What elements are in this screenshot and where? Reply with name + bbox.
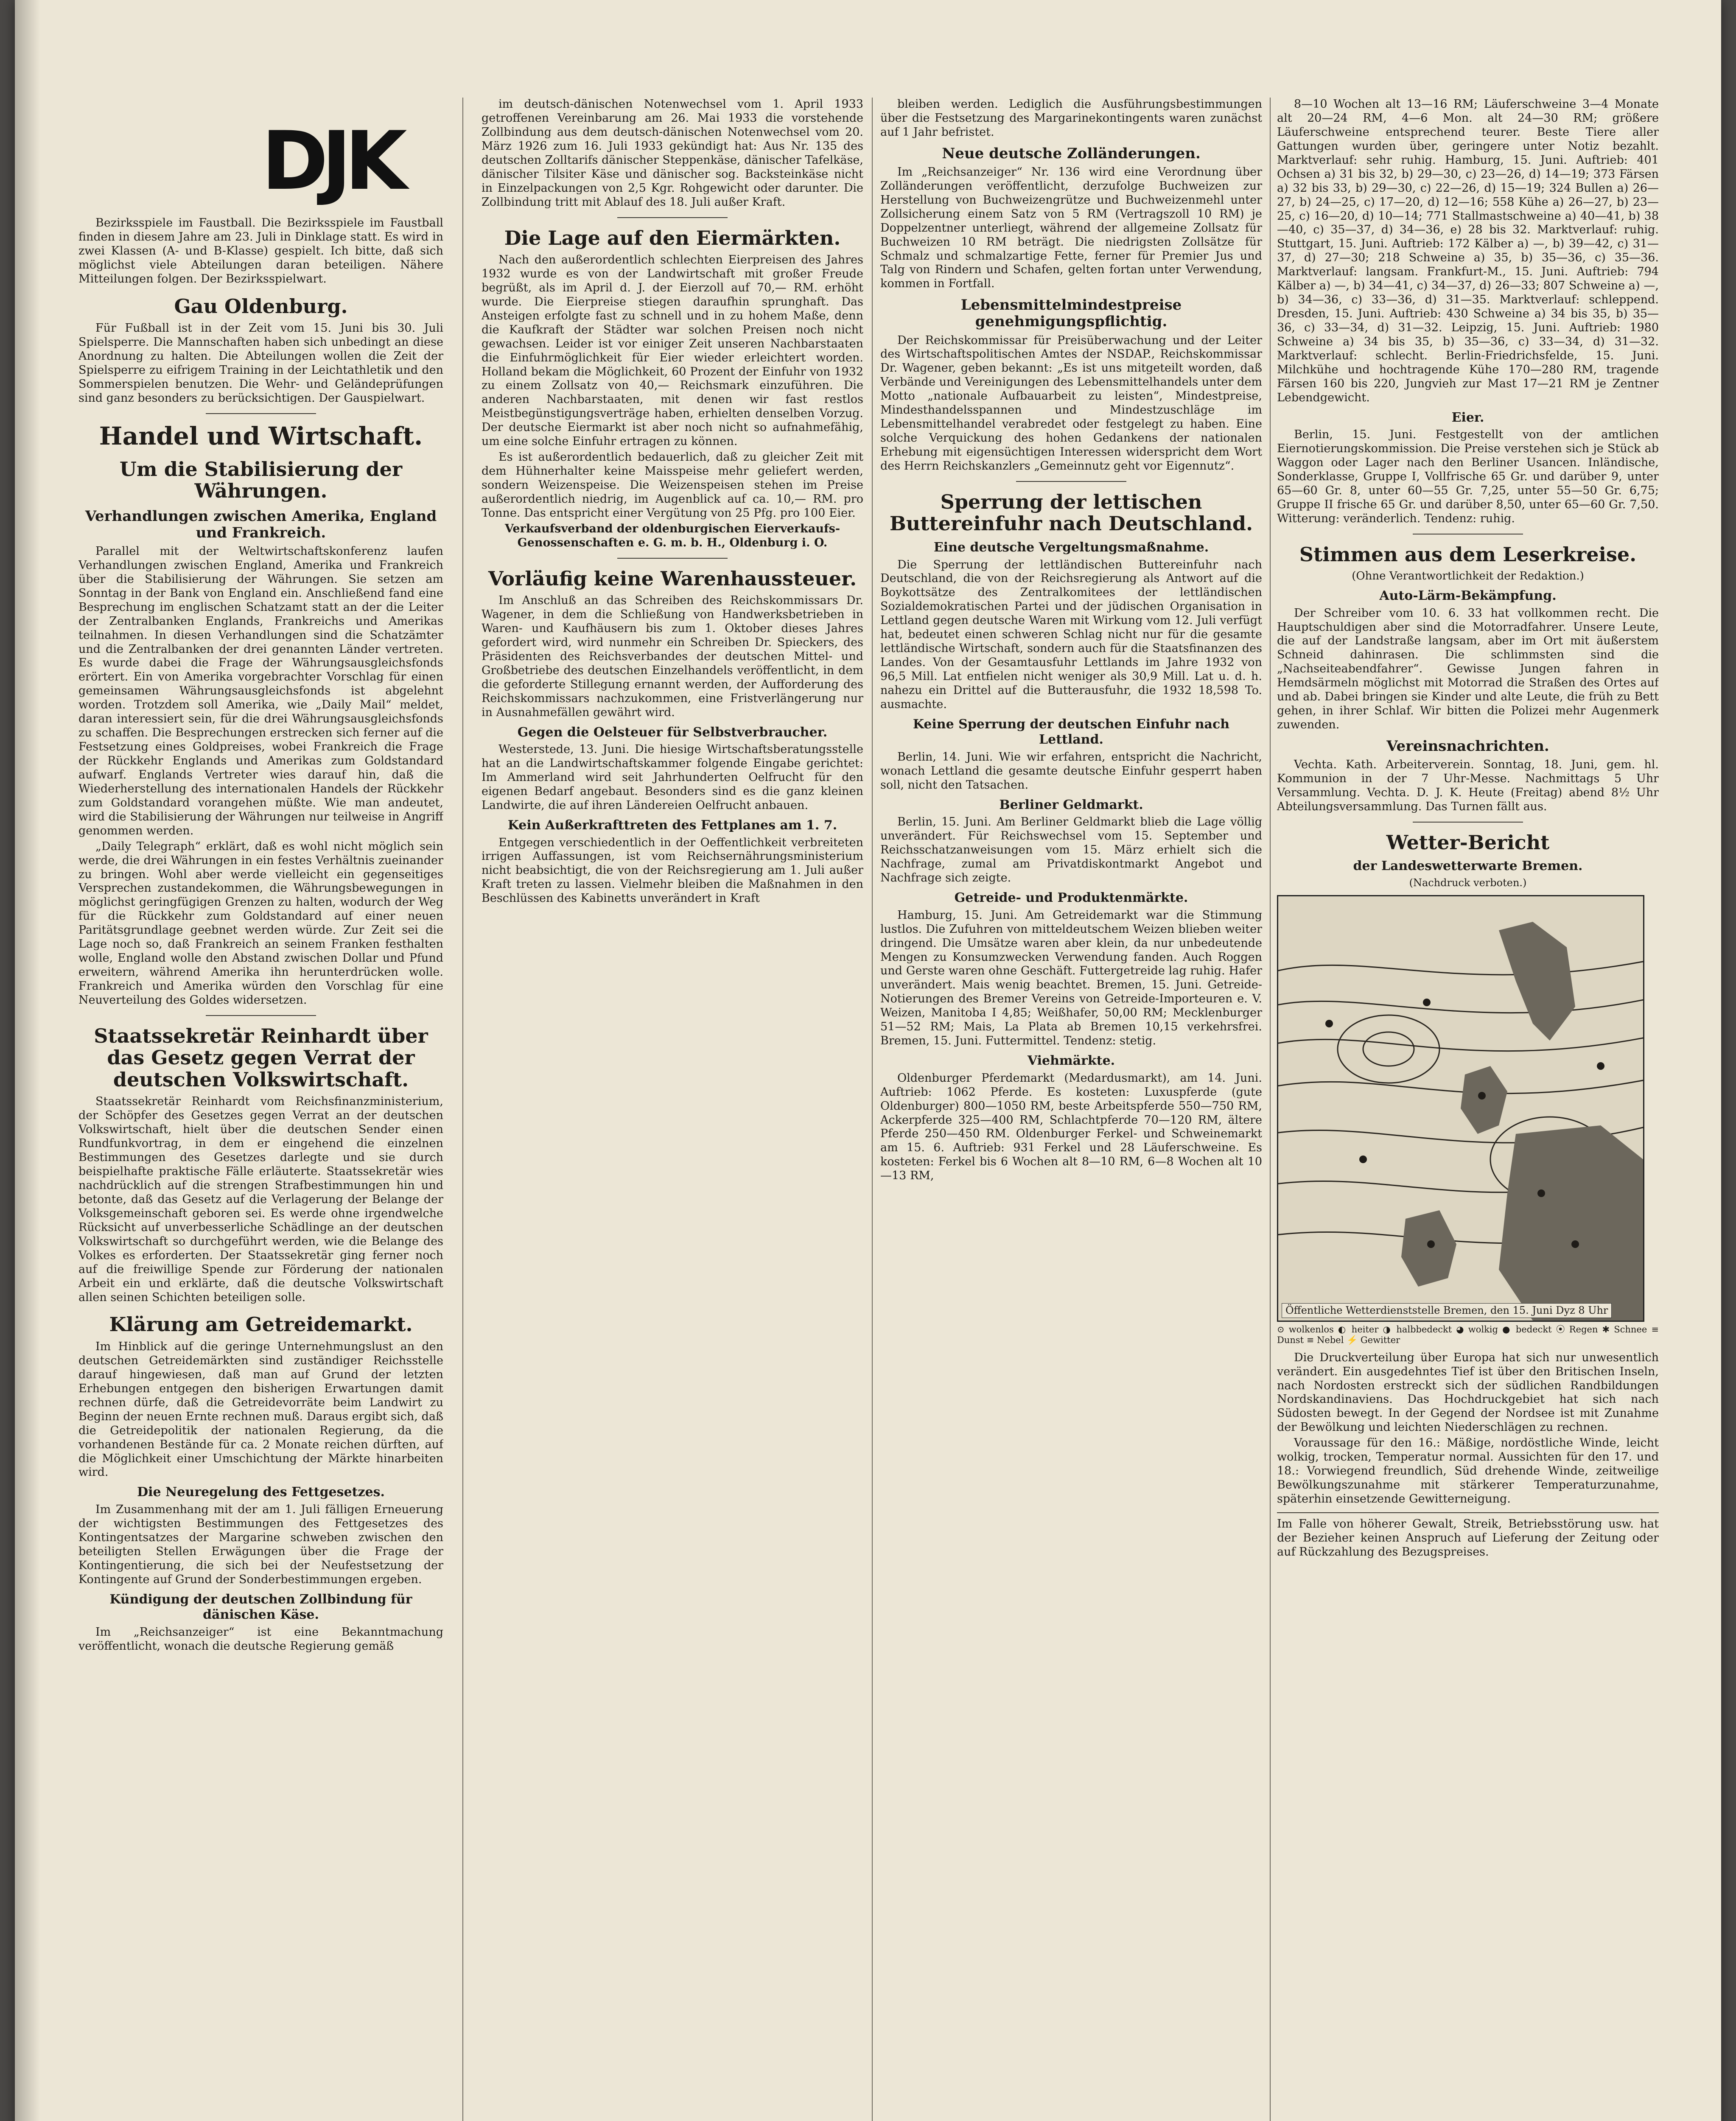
newspaper-page — [15, 0, 1721, 2121]
stabilisierung-heading: Um die Stabilisierung der Währungen. — [119, 457, 403, 503]
reinhardt-article: Staatssekretär Reinhardt vom Reichsfinanzministerium, der Schöpfer des Gesetzes gegen Verrat an der deutschen Volkswirtschaft, hielt über die deutschen Sender einen Rundfunkvortrag, in dem er eingehend die einzelnen Bestimmungen des Gesetzes darlegte und sie durch beispielhafte praktische Fälle erläuterte. Staatssekretär wies nachdrücklich auf die strengen Strafbestimmungen hin und betonte, daß das Gesetz auf die Verlagerung der Belange der Volksgemeinschaft geboren sei. Es werde ohne irgendwelche Rücksicht auf unverbesserliche Schädlinge an der deutschen Volkswirtschaft so durchgeführt werden, wie die Belange des Volkes es erforderten. Der Staatssekretär ging ferner noch auf die freiwillige Spende zur Förderung der nationalen Arbeit ein und erklärte, daß die deutsche Volkswirtschaft allen seinen Schichten beteiligen solle. — [78, 1095, 443, 1304]
column-rule — [1270, 98, 1271, 2121]
fettplan-continued: bleiben werden. Lediglich die Ausführungsbestimmungen über die Festsetzung des Margarinekontingents waren zunächst auf 1 Jahr befristet. — [880, 98, 1262, 139]
lebensmittel-heading: Lebensmittelmindestpreise genehmigungspflichtig. — [960, 297, 1182, 330]
fettplan-heading: Kein Außerkrafttreten des Fettplanes am 1. 7. — [507, 817, 837, 833]
stabilisierung-article: Parallel mit der Weltwirtschaftskonferenz laufen Verhandlungen zwischen England, Amerika und Frankreich über die Stabilisierung der Währungen. Sie setzen am Sonntag in der Bank von England ein. Anschließend fand eine Besprechung im englischen Schatzamt statt an der die Leiter der Zentralbanken Englands, Frankreichs und Amerikas teilnahmen. In diesen Verhandlungen sind die Schatzämter und die Zentralbanken der drei genannten Länder vertreten. Es wurde dabei die Frage der Währungsausgleichsfonds erörtert. Ein von Amerika vorgebrachter Vorschlag für einen gemeinsamen Währungsausgleichsfonds ist abgelehnt worden. Trotzdem soll Amerika, wie „Daily Mail“ meldet, daran interessiert sein, für die drei Währungsausgleichsfonds zu schaffen. Die Besprechungen erstrecken sich ferner auf die Festsetzung eines Goldpreises, wobei Frankreich die Frage der Rückkehr Englands und Amerikas zum Goldstandard aufwarf. Englands Vertreter wies darauf hin, daß die Wiederherstellung des internationalen Handels der Rückkehr zum Goldstandard vorangehen müßte. Wie man andeutet, wird die Stabilisierung der Währungen nur teilweise in Angriff genommen werden. — [78, 544, 443, 837]
separator — [206, 1015, 316, 1016]
column-4 — [1277, 98, 1659, 2121]
wetter-heading: Wetter-Bericht — [1386, 831, 1550, 854]
viehmarkt-heading: Viehmärkte. — [1027, 1053, 1115, 1069]
buttersperre-subheading: Eine deutsche Vergeltungsmaßnahme. — [933, 540, 1209, 555]
intro-article: Bezirksspiele im Faustball. Die Bezirksspiele im Faustball finden in diesem Jahre am 23. Juli in Dinklage statt. Es wird in zwei Klassen (A- und B-Klasse) gespielt. Ich bitte, daß sich möglichst viele Abteilungen daran beteiligen. Nähere Mitteilungen folgen. Der Bezirksspielwart. — [78, 216, 443, 285]
stabilisierung-subheading: Verhandlungen zwischen Amerika, England und Frankreich. — [85, 507, 437, 541]
lettland-heading: Keine Sperrung der deutschen Einfuhr nach Lettland. — [913, 716, 1230, 747]
fettgesetz-heading: Die Neuregelung des Fettgesetzes. — [137, 1485, 385, 1500]
reinhardt-heading: Staatssekretär Reinhardt über das Gesetz gegen Verrat der deutschen Volkswirtschaft. — [94, 1024, 428, 1091]
getreide-heading: Getreide- und Produktenmärkte. — [954, 890, 1188, 906]
klaerung-heading: Klärung am Getreidemarkt. — [109, 1313, 413, 1336]
column-rule — [872, 98, 873, 2121]
separator — [617, 558, 728, 559]
column-2 — [482, 98, 863, 2121]
eiermarkt-article: Nach den außerordentlich schlechten Eierpreisen des Jahres 1932 wurde es von der Landwirtschaft mit großer Freude begrüßt, als im April d. J. der Eierzoll auf 70,— RM. erhöht wurde. Die Eierpreise stiegen daraufhin sprunghaft. Das Ansteigen erfolgte fast zu schnell und in zu hohem Maße, denn die Kaufkraft der Städter war solchen Preisen noch nicht gewachsen. Leider ist vor einiger Zeit unseren Nachbarstaaten die Einfuhrmöglichkeit für Eier wieder erleichtert worden. Holland bekam die Möglichkeit, 60 Prozent der Einfuhr von 1932 zu einem Zollsatz von 40,— Reichsmark einzuführen. Die anderen Nachbarstaaten, mit denen wir fast restlos Meistbegünstigungsverträge haben, erhielten denselben Vorzug. Der deutsche Eiermarkt ist aber noch nicht so aufnahmefähig, um eine solche Einfuhr ertragen zu können. — [482, 253, 863, 448]
gau-heading: Gau Oldenburg. — [174, 294, 348, 318]
lettland-article: Berlin, 14. Juni. Wie wir erfahren, entspricht die Nachricht, wonach Lettland die gesamte deutsche Einfuhr gesperrt haben soll, nicht den Tatsachen. — [880, 750, 1262, 792]
page-fold-shadow — [15, 0, 40, 2121]
leserkreise-heading: Stimmen aus dem Leserkreise. — [1299, 543, 1637, 566]
stabilisierung-article-2: „Daily Telegraph“ erklärt, daß es wohl nicht möglich sein werde, die drei Währungen in ein festes Verhältnis zueinander zu bringen. Wohl aber werde vielleicht ein gegenseitiges Versprechen zustandekommen, die Währungsbewegungen in möglichst geringfügigen Grenzen zu halten, wodurch der Weg für die Rückkehr zum Goldstandard auf einer neuen Paritätsgrundlage geebnet werden würde. Zur Zeit sei die Lage noch so, daß Frankreich an seinem Franken festhalten wolle, England wolle den Abstand zwischen Dollar und Pfund erweitern, während Amerika ihn herunterdrücken wolle. Frankreich und Amerika würden den Vorschlag für eine Neuverteilung des Goldes widersetzen. — [78, 839, 443, 1007]
oelsteuer-article: Westerstede, 13. Juni. Die hiesige Wirtschaftsberatungsstelle hat an die Landwirtschaftskammer folgende Eingabe gerichtet: Im Ammerland wird seit Jahrhunderten Oelfrucht für den eigenen Bedarf angebaut. Besonders sind es die ganz kleinen Landwirte, die auf ihren Ländereien Oelfrucht anbauen. — [482, 743, 863, 812]
eiermarkt-heading: Die Lage auf den Eiermärkten. — [504, 226, 841, 249]
eiermarkt-article-2: Es ist außerordentlich bedauerlich, daß zu gleicher Zeit mit dem Hühnerhalter keine Maisspeise mehr geliefert werden, sondern Weizenspeise. Die Weizenspeisen stehen im Preise außerordentlich niedrig, im Augenblick auf ca. 10,— RM. pro Tonne. Das entspricht einer Vergütung von 25 Pfg. pro 100 Eier. — [482, 451, 863, 520]
section-heading-handel: Handel und Wirtschaft. — [99, 421, 423, 451]
getreide-article: Hamburg, 15. Juni. Am Getreidemarkt war die Stimmung lustlos. Die Zufuhren von mitteldeutschem Weizen blieben weiter dringend. Die Umsätze waren aber klein, da nur unbedeutende Mengen zu Konsumzwecken Verwendung fanden. Auch Roggen und Gerste waren ohne Geschäft. Futtergetreide lag ruhig. Hafer unverändert. Mais wenig beachtet. Bremen, 15. Juni. Getreide-Notierungen des Bremer Vereins von Getreide-Importeuren e. V. Weizen, Manitoba I 4,85; Weißhafer, 50,00 RM; Mecklenburger 51—52 RM; Mais, La Plata ab Bremen 10,15 verkehrsfrei. Bremen, 15. Juni. Futtermittel. Tendenz: stetig. — [880, 908, 1262, 1048]
separator — [206, 413, 316, 414]
weather-legend: ⊙ wolkenlos ◐ heiter ◑ halbbedeckt ◕ wolkig ● bedeckt ⦿ Regen ✱ Schnee ≡ Dunst ≡ Nebel ⚡ Gewitter — [1277, 1324, 1659, 1346]
separator — [1413, 822, 1523, 823]
separator — [617, 217, 728, 218]
geldmarkt-heading: Berliner Geldmarkt. — [999, 797, 1143, 812]
wetter-subheading: der Landeswetterwarte Bremen. — [1353, 859, 1583, 874]
klaerung-article: Im Hinblick auf die geringe Unternehmungslust an den deutschen Getreidemärkten sind zuständiger Reichsstelle darauf hingewiesen, daß man auf Grund der letzten Erhebungen entgegen den bisherigen Erwartungen damit rechnen dürfe, daß die Getreidevorräte beim Landwirt zu Beginn der neuen Ernte rechnen muß. Daraus ergibt sich, daß die Getreidepolitik der nationalen Regierung, da die vorhandenen Bestände für ca. 2 Monate reichen dürften, auf die Möglichkeit einer Umschichtung der Märkte hinarbeiten wird. — [78, 1340, 443, 1479]
wetter-note: (Nachdruck verboten.) — [1409, 877, 1527, 889]
lebensmittel-article: Der Reichskommissar für Preisüberwachung und der Leiter des Wirtschaftspolitischen Amtes der NSDAP., Reichskommissar Dr. Wagener, geben bekannt: „Es ist uns mitgeteilt worden, daß Verbände und Vereinigungen des Lebensmittelhandels unter dem Motto „nationale Aufbauarbeit zu leisten“, Mindestpreise, Mindesthandelsspannen und Mindestzuschläge im Lebensmittelhandel verabredet oder festgelegt zu haben. Eine solche Verquickung des hohen Gedankens der nationalen Erhebung mit eigensüchtigen Interessen widerspricht dem Wort des Herrn Reichskanzlers „Gemeinnutz geht vor Eigennutz“. — [880, 333, 1262, 473]
djk-logo: DJK — [261, 114, 400, 208]
vereinsnachrichten-heading: Vereinsnachrichten. — [1386, 738, 1549, 755]
column-3 — [880, 98, 1262, 2121]
wetter-forecast: Voraussage für den 16.: Mäßige, nordöstliche Winde, leicht wolkig, trocken, Temperatur normal. Aussichten für den 17. und 18.: Vorwiegend freundlich, Süd drehende Winde, zeitweilige Bewölkungszunahme mit stärkerer Temperaturzunahme, späterhin einsetzende Gewitterneigung. — [1277, 1436, 1659, 1506]
zoll-heading: Neue deutsche Zolländerungen. — [942, 145, 1201, 162]
column-1 — [78, 98, 443, 2121]
eiermarkt-signature: Verkaufsverband der oldenburgischen Eierverkaufs-Genossenschaften e. G. m. b. H., Oldenburg i. O. — [504, 522, 840, 549]
buttersperre-article: Die Sperrung der lettländischen Buttereinfuhr nach Deutschland, die von der Reichsregierung als Antwort auf die Boykottsätze des Zentralkomitees der lettländischen Sozialdemokratischen Partei und der jüdischen Organisation in Lettland gegen deutsche Waren mit Wirkung vom 12. Juli verfügt hat, bedeutet einen schweren Schlag nicht nur für die gesamte lettländische Wirtschaft, sondern auch für die Staatsfinanzen des Landes. Von der Gesamtausfuhr Lettlands im Jahre 1932 von 96,5 Mill. Lat entfielen nicht weniger als 30,9 Mill. Lat u. d. h. nahezu ein Drittel auf die Butterausfuhr, die 1932 18,598 To. ausmachte. — [880, 558, 1262, 711]
viehmarkt-article: Oldenburger Pferdemarkt (Medardusmarkt), am 14. Juni. Auftrieb: 1062 Pferde. Es kosteten: Luxuspferde (gute Oldenburger) 800—1050 RM, beste Arbeitspferde 550—750 RM, Ackerpferde 325—400 RM, Schlachtpferde 70—120 RM, ältere Pferde 250—450 RM. Oldenburger Ferkel- und Schweinemarkt am 15. 6. Auftrieb: 931 Ferkel und 28 Läuferschweine. Es kosteten: Ferkel bis 6 Wochen alt 8—10 RM, 6—8 Wochen alt 10—13 RM, — [880, 1071, 1262, 1183]
separator — [1016, 481, 1126, 482]
autolaerm-heading: Auto-Lärm-Bekämpfung. — [1379, 588, 1557, 604]
weather-map — [1277, 895, 1644, 1322]
kaese-article: Im „Reichsanzeiger“ ist eine Bekanntmachung veröffentlicht, wonach die deutsche Regierung gemäß — [78, 1625, 443, 1653]
buttersperre-heading: Sperrung der lettischen Buttereinfuhr nach Deutschland. — [889, 490, 1253, 535]
delivery-notice: Im Falle von höherer Gewalt, Streik, Betriebsstörung usw. hat der Bezieher keinen Anspruch auf Lieferung der Zeitung oder auf Rückzahlung des Bezugspreises. — [1277, 1512, 1659, 1559]
fettgesetz-article: Im Zusammenhang mit der am 1. Juli fälligen Erneuerung der wichtigsten Bestimmungen des Fettgesetzes des Kontingentsatzes der Margarine schweben zwischen den beteiligten Stellen Erwägungen über die Frage der Kontingentierung, die sich bei der Neufestsetzung der Kontingente auf Grund der Sonderbestimmungen ergeben. — [78, 1503, 443, 1586]
eier-heading: Eier. — [1451, 410, 1484, 425]
zoll-article: Im „Reichsanzeiger“ Nr. 136 wird eine Verordnung über Zolländerungen veröffentlicht, derzufolge Buchweizen zur Herstellung von Buchweizengrütze und Buchweizenmehl unter Zollsicherung einem Satz von 5 RM (Vertragszoll 10 RM) je Doppelzentner unterliegt, während der allgemeine Zollsatz für Buchweizen 10 RM beträgt. Die niedrigsten Zollsätze für Schmalz und schmalzartige Fette, ferner für Premier Jus und Talg von Rindern und Schafen, gelten fortan unter Verwendung, kommen in Fortfall. — [880, 165, 1262, 291]
fettplan-article: Entgegen verschiedentlich in der Oeffentlichkeit verbreiteten irrigen Auffassungen, ist vom Reichsernährungsministerium nicht beabsichtigt, die von der Reichsregierung am 1. Juli außer Kraft treten zu lassen. Vielmehr bleiben die Maßnahmen in den Beschlüssen des Kabinetts unverändert in Kraft — [482, 836, 863, 905]
wetter-article: Die Druckverteilung über Europa hat sich nur unwesentlich verändert. Ein ausgedehntes Tief ist über den Britischen Inseln, nach Nordosten erstreckt sich der südlichen Randbildungen Nordskandinaviens. Das Hochdruckgebiet hat sich nach Südosten bewegt. In der Gegend der Nordsee ist mit Zunahme der Bewölkung und leichten Niederschlägen zu rechnen. — [1277, 1351, 1659, 1434]
viehmarkt-continued: 8—10 Wochen alt 13—16 RM; Läuferschweine 3—4 Monate alt 20—24 RM, 4—6 Mon. alt 24—30 RM; größere Läuferschweine entsprechend teurer. Beste Tiere aller Gattungen wurden über, geringere unter Notiz bezahlt. Marktverlauf: sehr ruhig. Hamburg, 15. Juni. Auftrieb: 401 Ochsen a) 31 bis 32, b) 29—30, c) 23—26, d) 14—19; 373 Färsen a) 32 bis 33, b) 29—30, c) 22—26, d) 15—19; 324 Bullen a) 26—27, b) 24—25, c) 17—20, d) 12—16; 558 Kühe a) 26—27, b) 23—25, c) 16—20, d) 10—14; 771 Stallmastschweine a) 40—41, b) 38—40, c) 35—37, d) 34—36, e) 28 bis 32. Marktverlauf: ruhig. Stuttgart, 15. Juni. Auftrieb: 172 Kälber a) —, b) 39—42, c) 31—37, d) 27—30; 218 Schweine a) 35, b) 35—36, c) 35—36. Marktverlauf: langsam. Frankfurt-M., 15. Juni. Auftrieb: 794 Kälber a) —, b) 34—41, c) 34—37, d) 26—33; 807 Schweine a) —, b) 34—36, c) 33—36, d) 31—35. Marktverlauf: schleppend. Dresden, 15. Juni. Auftrieb: 430 Schweine a) 34 bis 35, b) 35—36, c) 33—34, d) 31—32. Leipzig, 15. Juni. Auftrieb: 1980 Schweine a) 34 bis 35, b) 35—36, c) 33—34, d) 31—32. Marktverlauf: schlecht. Berlin-Friedrichsfelde, 15. Juni. Milchkühe und hochtragende Kühe 170—280 RM, tragende Färsen 160 bis 220, Jungvieh zur Mast 17—21 RM je Zentner Lebendgewicht. — [1277, 98, 1659, 404]
autolaerm-article: Der Schreiber vom 10. 6. 33 hat vollkommen recht. Die Hauptschuldigen aber sind die Motorradfahrer. Unsere Leute, die auf der Landstraße langsam, aber im Ort mit äußerstem Schneid dahinrasen. Die schlimmsten sind die „Nachseiteabendfahrer“. Gewisse Jungen fahren in Hemdsärmeln möglichst mit Motorrad die Straßen des Ortes auf und ab. Dabei bringen sie Kinder und alte Leute, die früh zu Bett gehen, in ihrer Schlaf. Wir bitten die Polizei mehr Augenmerk zuwenden. — [1277, 606, 1659, 732]
kaese-continued: im deutsch-dänischen Notenwechsel vom 1. April 1933 getroffenen Vereinbarung am 26. Mai 1933 die vorstehende Zollbindung aus dem deutsch-dänischen Notenwechsel vom 20. März 1926 zum 16. Juli 1933 gekündigt hat: Aus Nr. 135 des deutschen Zolltarifs dänischer Steppenkäse, dänischer Tafelkäse, dänischer Tilsiter Käse und dänischer sog. Backsteinkäse nicht in Einzelpackungen von 2,5 Kgr. Rohgewicht oder darunter. Die Zollbindung tritt mit Ablauf des 18. Juli außer Kraft. — [482, 98, 863, 209]
oelsteuer-heading: Gegen die Oelsteuer für Selbstverbraucher. — [517, 725, 828, 740]
isobar-map-graphic — [1278, 896, 1643, 1321]
eier-article: Berlin, 15. Juni. Festgestellt von der amtlichen Eiernotierungskommission. Die Preise verstehen sich je Stück ab Waggon oder Lager nach den Berliner Usancen. Inländische, Sonderklasse, Gruppe I, Vollfrische 65 Gr. und darüber 9, unter 65—60 Gr. 8, unter 60—55 Gr. 7,25, unter 55—50 Gr. 6,75; Gruppe II frische 65 Gr. und darüber 8,50, unter 65—60 Gr. 7,50. Witterung: veränderlich. Tendenz: ruhig. — [1277, 428, 1659, 525]
geldmarkt-article: Berlin, 15. Juni. Am Berliner Geldmarkt blieb die Lage völlig unverändert. Für Reichswechsel vom 15. September und Reichsschatzanweisungen vom 15. März erhielt sich die Nachfrage, zumal am Privatdiskontmarkt Angebot und Nachfrage sich zeigte. — [880, 815, 1262, 885]
column-rule — [462, 98, 463, 2121]
warenhaus-article: Im Anschluß an das Schreiben des Reichskommissars Dr. Wagener, in dem die Schließung von Handwerksbetrieben in Waren- und Kaufhäusern bis zum 1. Oktober dieses Jahres gefordert wird, wird nunmehr ein Schreiben Dr. Spieckers, des Präsidenten des Reichsverbandes der deutschen Mittel- und Großbetriebe des deutschen Einzelhandels veröffentlicht, in dem die geforderte Stillegung ernannt werden, der Aufforderung des Reichskommissars nachzukommen, eine Fristverlängerung nur in Ausnahmefällen gewährt wird. — [482, 594, 863, 719]
weather-map-caption: Öffentliche Wetterdienststelle Bremen, den 15. Juni Dyz 8 Uhr — [1282, 1303, 1612, 1318]
kaese-heading: Kündigung der deutschen Zollbindung für dänischen Käse. — [109, 1592, 412, 1623]
warenhaus-heading: Vorläufig keine Warenhaussteuer. — [488, 567, 857, 590]
gau-article: Für Fußball ist in der Zeit vom 15. Juni bis 30. Juli Spielsperre. Die Mannschaften haben sich unbedingt an diese Anordnung zu halten. Die Abteilungen wollen die Zeit der Spielsperre zu eifrigem Training in der Leichtathletik und den Sommerspielen benutzen. Die Wehr- und Geländeprüfungen sind ganz besonders zu berücksichtigen. Der Gauspielwart. — [78, 322, 443, 405]
vereinsnachrichten-article: Vechta. Kath. Arbeiterverein. Sonntag, 18. Juni, gem. hl. Kommunion in der 7 Uhr-Messe. Nachmittags 5 Uhr Versammlung. Vechta. D. J. K. Heute (Freitag) abend 8½ Uhr Abteilungsversammlung. Das Turnen fällt aus. — [1277, 758, 1659, 813]
leserkreise-subheading: (Ohne Verantwortlichkeit der Redaktion.) — [1352, 570, 1584, 583]
